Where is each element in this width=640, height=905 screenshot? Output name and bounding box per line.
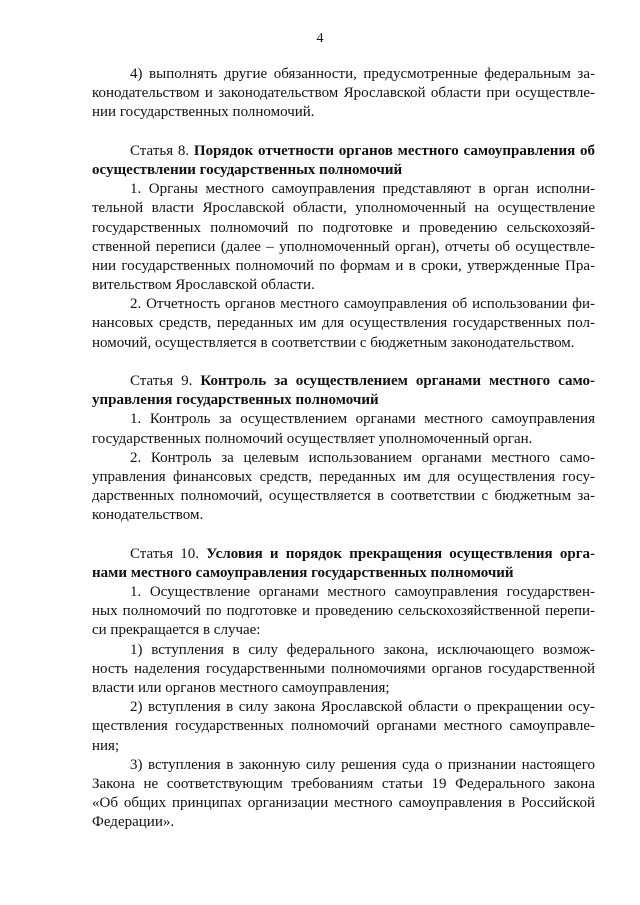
text-line: конодательством и законодательством Ярославской области при осуществле-	[92, 85, 595, 102]
text-line: 2) вступления в силу закона Ярославской области о прекращении осу-	[130, 699, 595, 716]
text-line: ществления государственных полномочий органами местного самоуправле-	[92, 718, 595, 735]
text-line: дарственных полномочий, осуществляется в соответствии с бюджетным за-	[92, 488, 595, 505]
text-line: ния;	[92, 737, 120, 754]
article-8	[92, 142, 595, 353]
text-line: ственной переписи (далее – уполномоченный орган), отчеты об осуществле-	[92, 238, 595, 255]
text-line: 1. Органы местного самоуправления представляют в орган исполни-	[130, 181, 595, 198]
article-title-continued: нами местного самоуправления государственных полномочий	[92, 564, 514, 581]
text-line: ность наделения государственными полномочиями органов государственной	[92, 660, 595, 677]
page-number: 4	[316, 31, 324, 46]
text-line: ных полномочий по подготовке и проведению сельскохозяйственной перепи-	[92, 603, 595, 620]
text-line: номочий, осуществляется в соответствии с бюджетным законодательством.	[92, 334, 575, 351]
article-label: Статья 8.	[130, 142, 190, 159]
article-title-continued: осуществлении государственных полномочий	[92, 161, 403, 178]
text-line: Федерации».	[92, 814, 175, 831]
text-line: тельной власти Ярославской области, уполномоченный на осуществление	[92, 200, 595, 217]
text-line: «Об общих принципах организации местного самоуправления в Российской	[92, 795, 595, 812]
text-line: 4) выполнять другие обязанности, предусмотренные федеральным за-	[130, 66, 595, 82]
text-line: 1. Осуществление органами местного самоуправления государствен-	[130, 584, 595, 601]
article-10	[92, 545, 595, 833]
article-heading	[92, 372, 595, 391]
article-heading	[92, 545, 595, 564]
text-line: 2. Контроль за целевым использованием органами местного само-	[130, 449, 595, 466]
article-title: Условия и порядок прекращения осуществления орга-	[206, 545, 595, 562]
text-line: власти или органов местного самоуправления;	[92, 680, 390, 696]
article-label: Статья 10.	[130, 545, 200, 562]
text-line: нии государственных полномочий.	[92, 104, 315, 121]
text-line: си прекращается в случае:	[92, 622, 261, 639]
text-line: Закона не соответствующим требованиям статьи 19 Федерального закона	[92, 775, 595, 792]
article-title: Контроль за осуществлением органами местного само-	[200, 373, 595, 389]
text-line: вительством Ярославской области.	[92, 277, 315, 294]
article-9	[92, 372, 595, 526]
article-heading	[92, 142, 595, 161]
text-line: 2. Отчетность органов местного самоуправления об использовании фи-	[130, 296, 595, 313]
text-line: государственных полномочий по подготовке и проведению сельскохозяй-	[92, 219, 595, 236]
text-line: управления финансовых средств, переданных им для осуществления госу-	[92, 468, 595, 485]
text-line: конодательством.	[92, 507, 204, 524]
text-line: 1) вступления в силу федерального закона, исключающего возмож-	[130, 641, 595, 658]
article-title-continued: управления государственных полномочий	[92, 392, 379, 409]
article-title: Порядок отчетности органов местного самоуправления об	[193, 142, 595, 159]
text-line: нии государственных полномочий по формам и в сроки, утвержденные Пра-	[92, 257, 595, 274]
text-line: государственных полномочий осуществляет уполномоченный орган.	[92, 430, 533, 447]
article-label: Статья 9.	[130, 373, 193, 389]
text-line: 3) вступления в законную силу решения суда о признании настоящего	[130, 756, 595, 773]
text-line: 1. Контроль за осуществлением органами местного самоуправления	[130, 411, 595, 428]
text-line: нансовых средств, переданных им для осуществления государственных пол-	[92, 315, 595, 332]
intro-paragraph	[92, 65, 595, 123]
document-body	[92, 65, 595, 833]
